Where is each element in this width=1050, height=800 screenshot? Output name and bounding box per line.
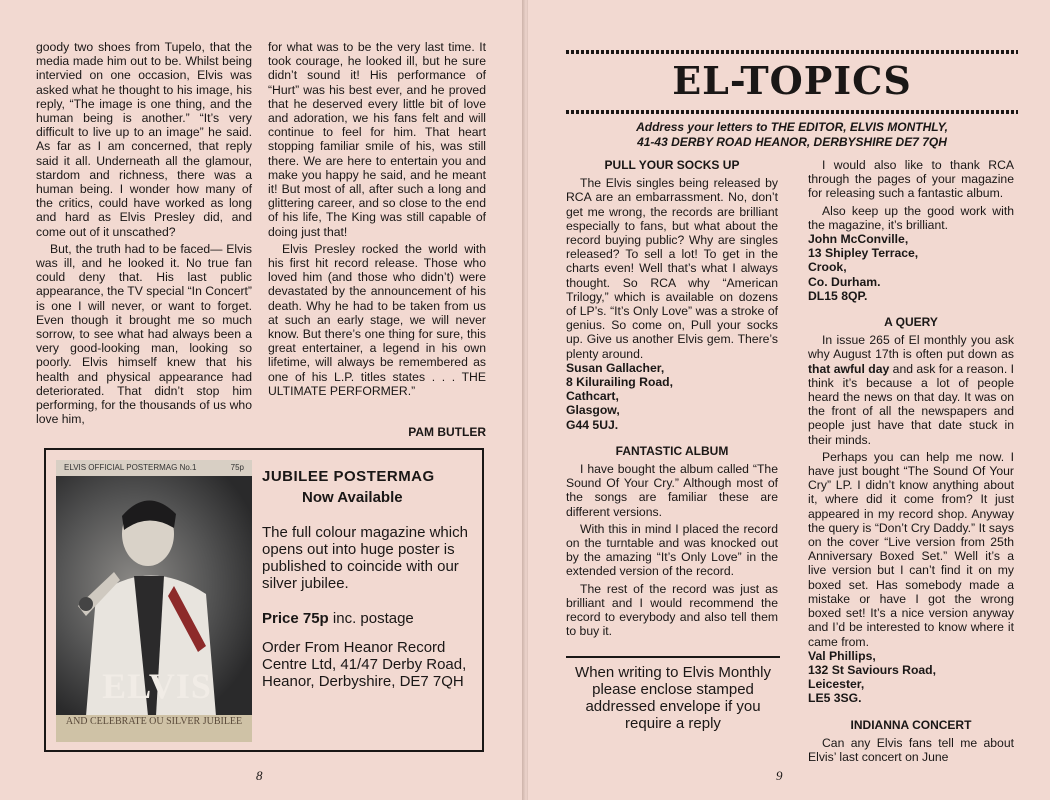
- spacer: [808, 303, 1014, 315]
- article-paragraph: for what was to be the very last time. It took courage, he looked ill, but he sure didn’t sound it! His performance of “Hurt” was his best ever, and he proved that he deserved every little bit of love and adoration, we his fans felt and will continue to feel for him. That heart stopping familiar smile of his, was still there. We are here to entertain you and make you happy he said, and he meant it! But most of all, after such a long and glittering career, and so close to the end of his life, The King was still capable of doing just that!: [268, 40, 486, 239]
- masthead-rule-top: [566, 50, 1018, 54]
- article-column-2: [268, 40, 486, 398]
- editor-address: [566, 120, 1018, 150]
- letter-body: The rest of the record was just as brilliant and I would recommend the record to everybody and also tell them to buy it.: [566, 581, 778, 639]
- signature-line: LE5 3SG.: [808, 691, 862, 706]
- letter-body: Perhaps you can help me now. I have just bought “The Sound Of Your Cry” LP. I didn’t know anything about it, where did it come from? It just appeared in my record shop. Anyway the query is “Don’t Cry Daddy.” It says on the cover “Live version from 25th Anniversary Boxed Set.” Well it’s a live version but I can’t find it on my boxed set. Has somebody made a mistake or have I got the wrong boxed set! It’s a nice version anyway and I’d be interested to know where it came from.: [808, 449, 1014, 649]
- letter-body: With this in mind I placed the record on the turntable and was knocked out by the amazing “It’s Only Love” in the extended version of the record.: [566, 521, 778, 579]
- article-paragraph: But, the truth had to be faced— Elvis was ill, and he looked it. No true fan could deny that. His last public appearance, the TV special “In Concert” is one I will never, or want to forget. Even though it brought me so much sorrow, to see what had always been a very good-looking man, looking so poorly. Elvis himself knew that his health and physical appearance had deteriorated. That didn’t stop him performing, for the thousands of us who love him,: [36, 241, 252, 427]
- article-paragraph: goody two shoes from Tupelo, that the media made him out to be. Whilst being intervied on one occasion, Elvis was asked what he thought to his image, his reply, “The image is one thing, and the human being is another.” “It’s very difficult to live up to an image” he said. As far as I am concerned, that reply said it all. Underneath all the glamour, stardom and richness, there was a human being. I wonder how many of the critics, could have worked as long and hard as Elvis Presley did, and come out of it unscathed?: [36, 40, 252, 239]
- signature-line: Susan Gallacher,: [566, 360, 665, 375]
- letter-body: Can any Elvis fans tell me about Elvis’ last concert on June: [808, 735, 1014, 764]
- signature-line: 13 Shipley Terrace,: [808, 246, 919, 261]
- signature-line: Glasgow,: [566, 403, 620, 418]
- masthead-rule-bottom: [566, 110, 1018, 114]
- editor-address-line: Address your letters to THE EDITOR, ELVIS MONTHLY,: [636, 120, 948, 134]
- page-number-right: 9: [776, 768, 783, 783]
- spacer: [808, 706, 1014, 718]
- poster-header-price: 75p: [230, 463, 244, 472]
- signature-line: 8 Kilurailing Road,: [566, 375, 673, 390]
- article-column-1: [36, 40, 252, 426]
- signature-line: Leicester,: [808, 677, 865, 692]
- signature-line: Val Phillips,: [808, 648, 876, 663]
- advert-title: JUBILEE POSTERMAG: [262, 468, 435, 485]
- postermag-advert: [44, 448, 484, 752]
- signature-line: 132 St Saviours Road,: [808, 662, 937, 677]
- signature-line: Crook,: [808, 260, 847, 275]
- signature-line: John McConville,: [808, 232, 909, 247]
- signature-line: Cathcart,: [566, 389, 619, 404]
- letter-body: The Elvis singles being released by RCA are an embarrassment. No, don’t get me wrong, the records are brilliant especially to fans, but what about the record buying public? Why are singles released? To sell a lot! To get in the charts even! Well that’s what I always thought. So RCA why “American Trilogy,” which is available on dozens of LP’s. “It’s Only Love” was a stroke of genius. So come on, Pull your socks up. Give us another Elvis gem. There’s plenty around.: [566, 176, 778, 361]
- poster-cover-image: [56, 460, 252, 742]
- letter-heading: A QUERY: [884, 315, 938, 330]
- letter-heading: INDIANNA CONCERT: [850, 717, 972, 732]
- poster-header-title: ELVIS OFFICIAL POSTERMAG No.1: [64, 463, 197, 472]
- letter-body: Also keep up the good work with the magazine, it’s brilliant.: [808, 203, 1014, 232]
- page-number-left: 8: [256, 768, 263, 783]
- advert-description: The full colour magazine which opens out into huge poster is published to coincide with our silver jubilee.: [262, 524, 468, 592]
- section-masthead: EL-TOPICS: [672, 58, 912, 103]
- editor-address-line: 41-43 DERBY ROAD HEANOR, DERBYSHIRE DE7 7QH: [637, 135, 947, 149]
- reply-notice: When writing to Elvis Monthly please enclose stamped addressed envelope if you require a reply: [566, 656, 780, 732]
- signature-line: Co. Durham.: [808, 274, 881, 289]
- letter-body: [808, 333, 1014, 447]
- poster-elvis-lettering: ELVIS: [102, 666, 212, 706]
- letter-text: In issue 265 of El monthly you ask why August 17th is often put down as: [808, 333, 1014, 362]
- advert-subtitle: Now Available: [302, 489, 403, 506]
- poster-header: [56, 460, 252, 476]
- letter-emphasis: that awful day: [808, 361, 890, 376]
- article-paragraph: Elvis Presley rocked the world with his first hit record release. Those who loved him (and those who didn’t) were devastated by the announcement of his death. Why he had to be taken from us at such an early stage, we will never know. But there’s one thing for sure, this great entertainer, a legend in his own lifetime, will always be remembered as one of his L.P. titles states . . . THE ULTIMATE PERFORMER.”: [268, 241, 486, 398]
- poster-banner: AND CELEBRATE OU SILVER JUBILEE: [56, 715, 252, 742]
- letter-signature: [808, 649, 1014, 706]
- advert-price: [262, 610, 474, 627]
- signature-line: DL15 8QP.: [808, 288, 868, 303]
- letter-body: I would also like to thank RCA through the pages of your magazine for releasing such a fantastic album.: [808, 158, 1014, 201]
- elvis-photo: [56, 476, 252, 716]
- advert-order-address: Order From Heanor Record Centre Ltd, 41/47 Derby Road, Heanor, Derbyshire, DE7 7QH: [262, 639, 467, 690]
- advert-price-amount: Price 75p: [262, 610, 329, 627]
- letter-signature: [808, 232, 1014, 303]
- letters-column-2: [808, 158, 1014, 764]
- signature-line: G44 5UJ.: [566, 417, 619, 432]
- left-page: [0, 0, 524, 800]
- letter-heading: FANTASTIC ALBUM: [615, 443, 729, 458]
- letter-heading: PULL YOUR SOCKS UP: [604, 158, 740, 172]
- letter-text: and ask for a reason. I think it’s because a lot of people heard the news on that day. It was on the front of all the newspapers and people just have that date stuck in their minds.: [808, 361, 1014, 447]
- advert-price-note: inc. postage: [332, 610, 414, 627]
- letter-signature: [566, 361, 778, 432]
- spacer: [566, 432, 778, 444]
- letter-body: I have bought the album called “The Sound Of Your Cry.” Although most of the songs are familiar these are different versions.: [566, 462, 778, 519]
- advert-text: [262, 468, 474, 690]
- article-author: PAM BUTLER: [408, 425, 486, 439]
- letters-column-1: [566, 158, 778, 639]
